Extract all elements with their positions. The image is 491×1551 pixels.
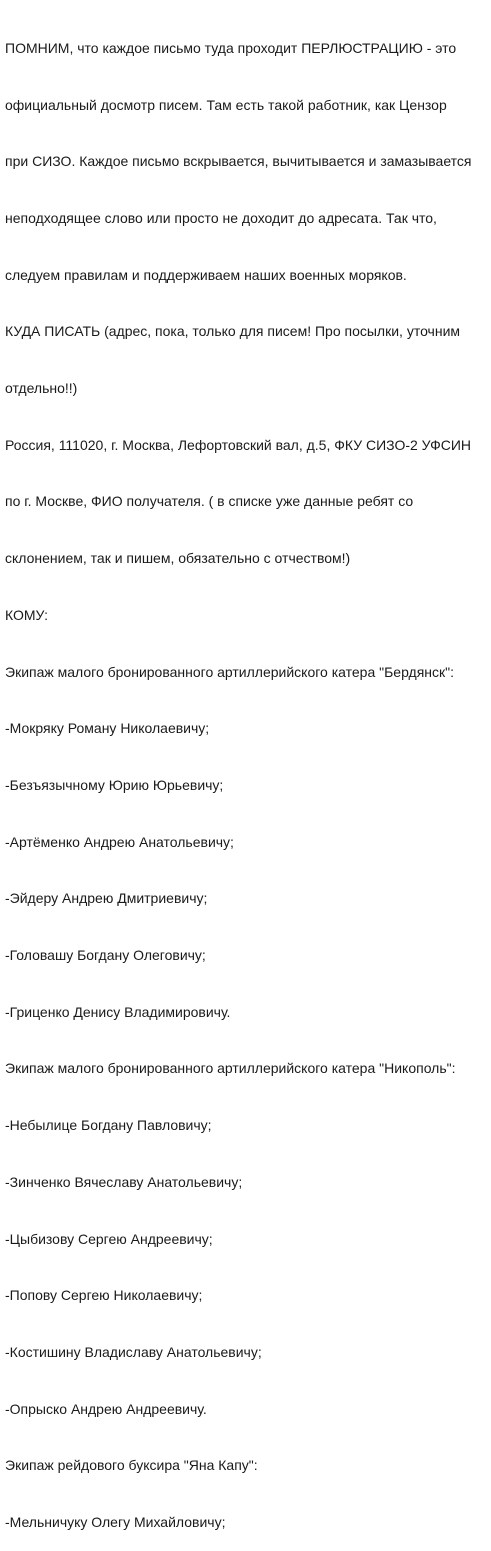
text-line: -Опрыско Андрею Андреевичу. (5, 1400, 207, 1417)
text-line: склонением, так и пишем, обязательно с отчеством!) (5, 550, 351, 567)
text-line: -Небылице Богдану Павловичу; (5, 1117, 212, 1134)
text-line: Экипаж малого бронированного артиллерийского катера "Никополь": (5, 1060, 456, 1077)
text-line: -Безъязычному Юрию Юрьевичу; (5, 776, 224, 793)
text-line: ПОМНИМ, что каждое письмо туда проходит ПЕРЛЮСТРАЦИЮ - это (5, 39, 457, 56)
text-line: -Попову Сергею Николаевичу; (5, 1287, 203, 1304)
text-line: КОМУ: (5, 606, 49, 623)
text-line: следуем правилам и поддерживаем наших военных моряков. (5, 266, 407, 283)
text-line: -Головашу Богдану Олеговичу; (5, 947, 206, 964)
text-line: -Мельничуку Олегу Михайловичу; (5, 1514, 226, 1531)
text-line: отдельно!!) (5, 380, 78, 397)
text-line: Экипаж малого бронированного артиллерийского катера "Бердянск": (5, 663, 455, 680)
text-line: при СИЗО. Каждое письмо вскрывается, вычитывается и замазывается (5, 153, 472, 170)
text-line: Экипаж рейдового буксира "Яна Капу": (5, 1457, 258, 1474)
text-line: КУДА ПИСАТЬ (адрес, пока, только для писем! Про посылки, уточним (5, 323, 461, 340)
text-line: -Эйдеру Андрею Дмитриевичу; (5, 890, 208, 907)
text-line: -Зинченко Вячеславу Анатольевичу; (5, 1173, 243, 1190)
text-line: -Артёменко Андрею Анатольевичу; (5, 833, 234, 850)
text-line: официальный досмотр писем. Там есть такой работник, как Цензор (5, 96, 447, 113)
text-line: -Цыбизову Сергею Андреевичу; (5, 1230, 213, 1247)
text-line: неподходящее слово или просто не доходит до адресата. Так что, (5, 209, 437, 226)
text-line: -Костишину Владиславу Анатольевичу; (5, 1343, 262, 1360)
text-line: -Мокряку Роману Николаевичу; (5, 720, 210, 737)
text-line: -Гриценко Денису Владимировичу. (5, 1003, 231, 1020)
text-line: Россия, 111020, г. Москва, Лефортовский вал, д.5, ФКУ СИЗО-2 УФСИН (5, 436, 472, 453)
text-line: по г. Москве, ФИО получателя. ( в списке уже данные ребят со (5, 493, 414, 510)
